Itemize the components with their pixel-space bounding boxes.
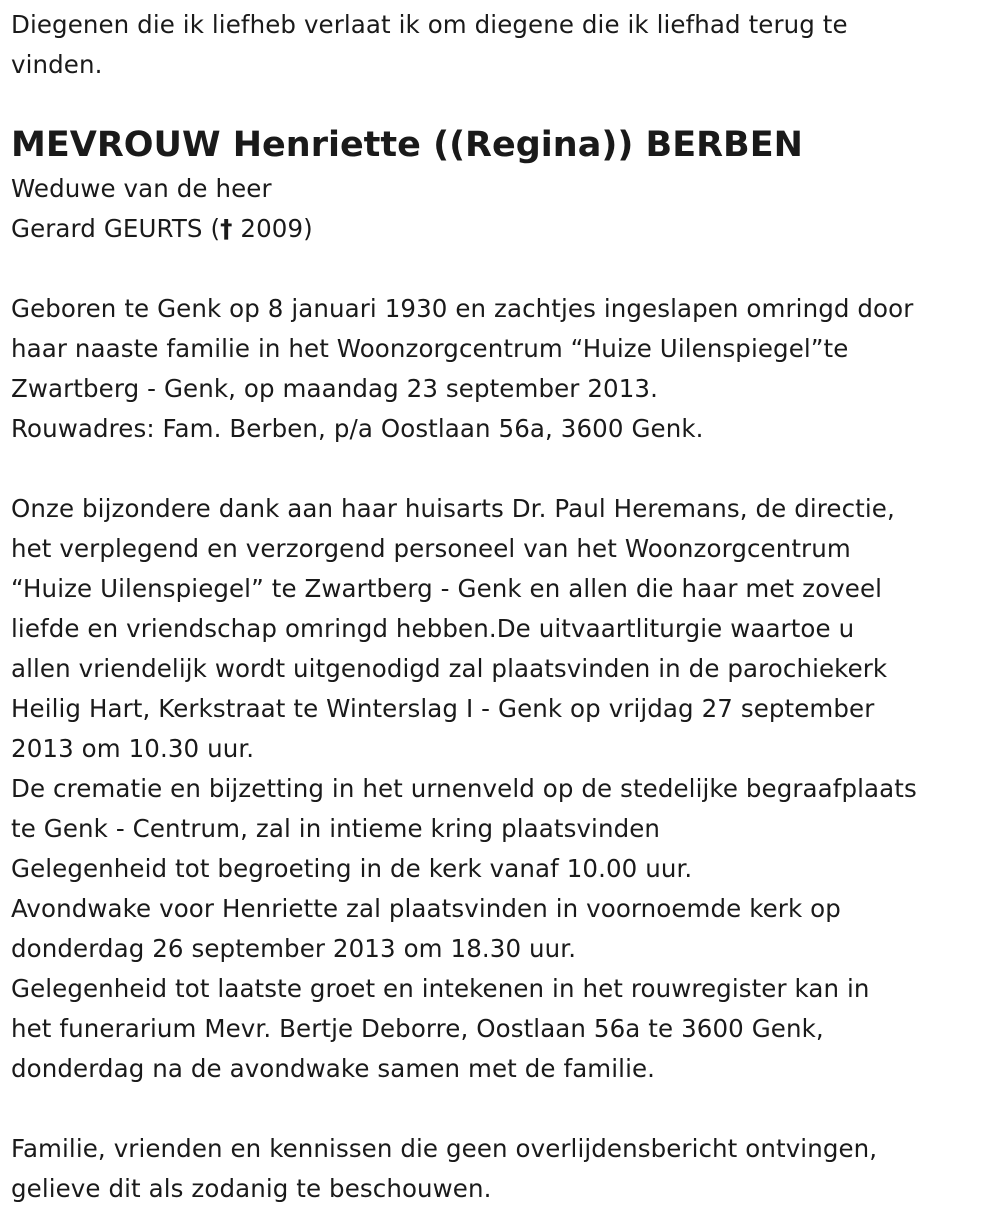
paragraph-line: gelieve dit als zodanig te beschouwen. <box>11 1174 492 1203</box>
obituary-notice <box>11 5 993 1209</box>
paragraph-line: te Genk - Centrum, zal in intieme kring plaatsvinden <box>11 814 661 843</box>
paragraph-gap <box>11 1089 993 1129</box>
paragraph-line: het verplegend en verzorgend personeel van het Woonzorgcentrum <box>11 534 851 563</box>
paragraph-line: het funerarium Mevr. Bertje Deborre, Oostlaan 56a te 3600 Genk, <box>11 1014 824 1043</box>
opening-quote <box>11 5 993 85</box>
mourning-address: Rouwadres: Fam. Berben, p/a Oostlaan 56a, 3600 Genk. <box>11 414 704 443</box>
opening-line: vinden. <box>11 50 103 79</box>
paragraph-line: allen vriendelijk wordt uitgenodigd zal plaatsvinden in de parochiekerk <box>11 654 888 683</box>
paragraph-line: Zwartberg - Genk, op maandag 23 september 2013. <box>11 374 658 403</box>
spouse-death-year: 2009) <box>232 214 313 243</box>
cross-icon: † <box>220 214 233 243</box>
opening-line: Diegenen die ik liefheb verlaat ik om diegene die ik liefhad terug te <box>11 10 848 39</box>
paragraph-gap <box>11 249 993 289</box>
spouse-name: Gerard GEURTS ( <box>11 214 221 243</box>
spouse-line <box>11 209 993 249</box>
thanks-paragraph <box>11 489 993 1089</box>
paragraph-line: Gelegenheid tot laatste groet en intekenen in het rouwregister kan in <box>11 974 870 1003</box>
deceased-name-title: MEVROUW Henriette ((Regina)) BERBEN <box>11 125 803 165</box>
widow-line: Weduwe van de heer <box>11 174 272 203</box>
paragraph-line: Onze bijzondere dank aan haar huisarts Dr. Paul Heremans, de directie, <box>11 494 895 523</box>
birth-paragraph <box>11 289 993 449</box>
paragraph-line: “Huize Uilenspiegel” te Zwartberg - Genk en allen die haar met zoveel <box>11 574 883 603</box>
paragraph-gap <box>11 449 993 489</box>
paragraph-line: Avondwake voor Henriette zal plaatsvinden in voornoemde kerk op <box>11 894 841 923</box>
paragraph-line: liefde en vriendschap omringd hebben.De uitvaartliturgie waartoe u <box>11 614 855 643</box>
paragraph-line: 2013 om 10.30 uur. <box>11 734 255 763</box>
paragraph-line: donderdag na de avondwake samen met de familie. <box>11 1054 656 1083</box>
paragraph-line: haar naaste familie in het Woonzorgcentrum “Huize Uilenspiegel”te <box>11 334 849 363</box>
paragraph-line: donderdag 26 september 2013 om 18.30 uur. <box>11 934 577 963</box>
paragraph-line: Heilig Hart, Kerkstraat te Winterslag I - Genk op vrijdag 27 september <box>11 694 875 723</box>
paragraph-line: De crematie en bijzetting in het urnenveld op de stedelijke begraafplaats <box>11 774 917 803</box>
closing-paragraph <box>11 1129 993 1209</box>
paragraph-line: Gelegenheid tot begroeting in de kerk vanaf 10.00 uur. <box>11 854 693 883</box>
widow-info <box>11 169 993 249</box>
paragraph-line: Familie, vrienden en kennissen die geen overlijdensbericht ontvingen, <box>11 1134 878 1163</box>
paragraph-line: Geboren te Genk op 8 januari 1930 en zachtjes ingeslapen omringd door <box>11 294 914 323</box>
